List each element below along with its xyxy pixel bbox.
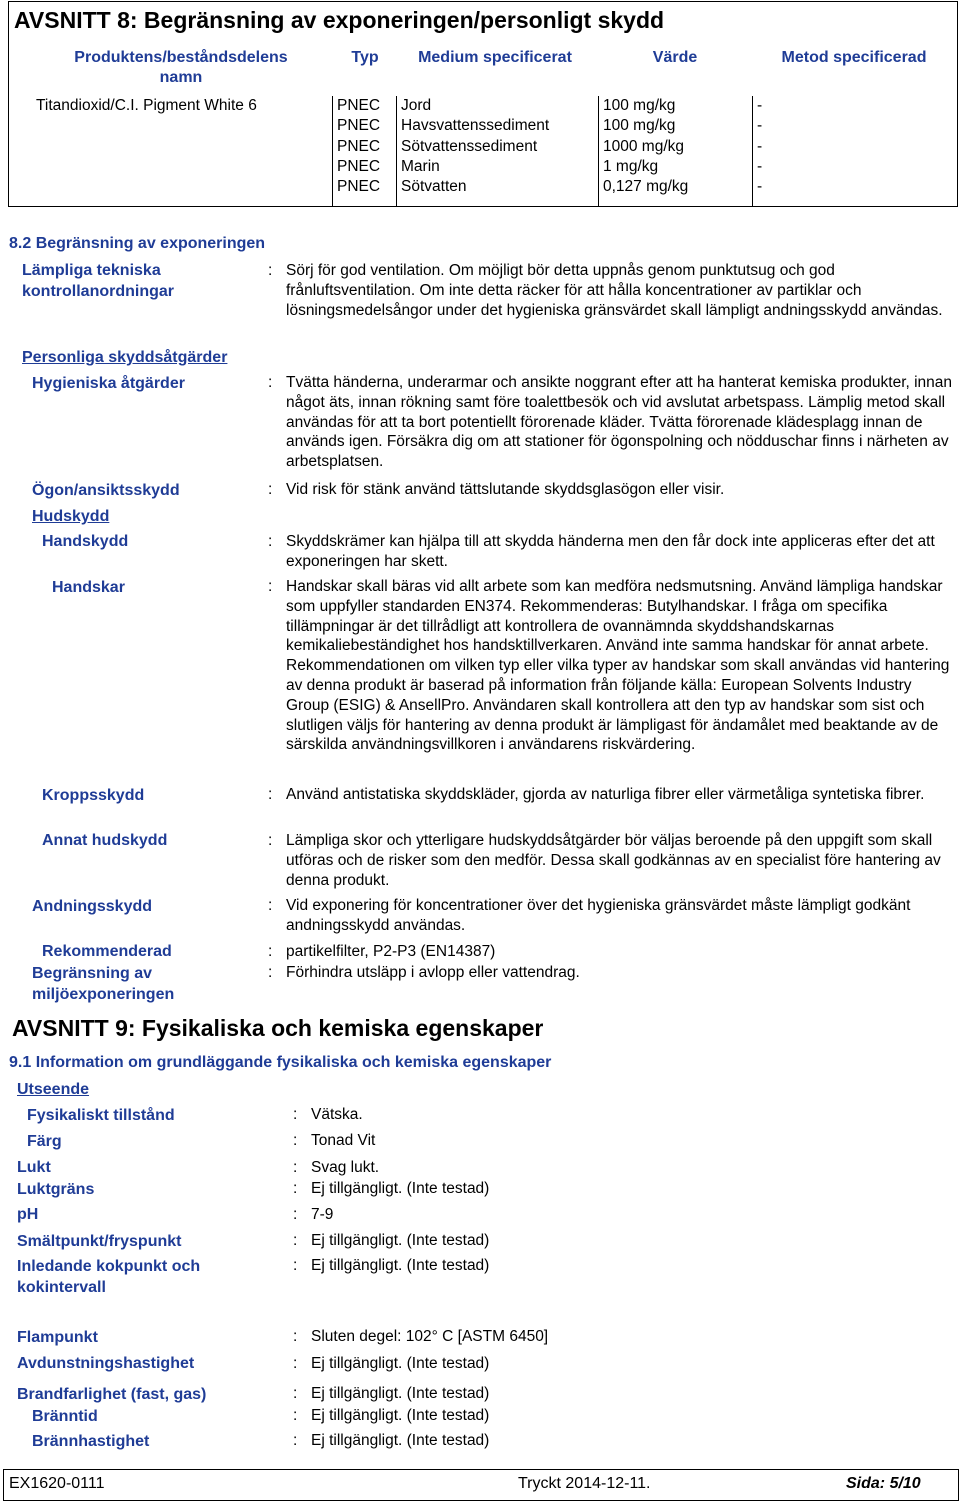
- header-method: Metod specificerad: [781, 49, 927, 66]
- respiratory-label: Andningsskydd: [32, 898, 153, 915]
- colon: :: [268, 374, 273, 391]
- row-medium: Havsvattenssediment: [401, 117, 550, 134]
- row-value: 0,127 mg/kg: [603, 178, 689, 195]
- property-value: Sluten degel: 102° C [ASTM 6450]: [311, 1328, 549, 1345]
- table-divider: [332, 96, 333, 206]
- property-value: Ej tillgängligt. (Inte testad): [311, 1257, 490, 1274]
- environment-label: Begränsning av miljöexponeringen: [32, 965, 175, 1003]
- property-value: 7-9: [311, 1206, 334, 1223]
- colon: :: [293, 1232, 298, 1249]
- colon: :: [293, 1257, 298, 1274]
- colon: :: [293, 1355, 298, 1372]
- section9-1-heading: 9.1 Information om grundläggande fysikaliska och kemiska egenskaper: [9, 1054, 552, 1071]
- row-type: PNEC: [337, 97, 381, 114]
- header-type: Typ: [351, 49, 379, 66]
- property-label: Flampunkt: [17, 1329, 98, 1346]
- row-value: 100 mg/kg: [603, 117, 676, 134]
- property-label: Smältpunkt/fryspunkt: [17, 1233, 182, 1250]
- colon: :: [293, 1106, 298, 1123]
- colon: :: [268, 481, 273, 498]
- appearance-heading: Utseende: [17, 1081, 90, 1098]
- gloves-label: Handskar: [52, 579, 125, 596]
- body-text: Använd antistatiska skyddskläder, gjorda av naturliga fibrer eller värmetåliga syntetiska fibrer.: [286, 786, 925, 803]
- row-method: -: [757, 117, 763, 134]
- row-medium: Jord: [401, 97, 432, 114]
- row-medium: Marin: [401, 158, 440, 175]
- table-divider: [598, 96, 599, 206]
- property-value: Ej tillgängligt. (Inte testad): [311, 1232, 490, 1249]
- footer: [3, 1469, 959, 1501]
- property-label: Luktgräns: [17, 1181, 95, 1198]
- row-value: 1 mg/kg: [603, 158, 659, 175]
- skin-protection-heading: Hudskydd: [32, 508, 110, 525]
- property-label: Bränntid: [32, 1408, 98, 1425]
- colon: :: [268, 786, 273, 803]
- colon: :: [268, 578, 273, 595]
- property-label: Inledande kokpunkt och kokintervall: [17, 1258, 201, 1296]
- property-label: Lukt: [17, 1159, 51, 1176]
- component-name: Titandioxid/C.I. Pigment White 6: [36, 97, 257, 114]
- colon: :: [293, 1180, 298, 1197]
- property-label: Brandfarlighet (fast, gas): [17, 1386, 207, 1403]
- recommended-label: Rekommenderad: [42, 943, 172, 960]
- technical-label: Lämpliga tekniska kontrollanordningar: [22, 262, 174, 300]
- section8-title: AVSNITT 8: Begränsning av exponeringen/personligt skydd: [14, 7, 665, 33]
- property-label: Avdunstningshastighet: [17, 1355, 195, 1372]
- table-divider: [752, 96, 753, 206]
- row-method: -: [757, 97, 763, 114]
- gloves-text: Handskar skall bäras vid allt arbete som kan medföra nedsmutsning. Använd lämpliga handskar som uppfyller standarden EN374. Rekommenderas: Butylhandskar. I fråga om specifika tillämpningar är det tillrådligt att kontrollera de ovannämnda skyddshandskarnas kemikaliebeständighet hos handsktillverkaren. Använd inte samma handskar för annat arbete. Rekommendationen om vilken typ eller vilka typer av handskar som skall användas vid hantering av denna produkt är baserad på information från följande källa: European Solvents Industry Group (ESIG) & AnsellPro. Användaren skall kontrollera att den typ av handskar som sist och slutligen väljs för hantering av denna produkt är lämpligast för ändamålet med beaktande av de särskilda användningsvillkoren i användarens riskvärdering.: [286, 578, 950, 754]
- property-label: Färg: [27, 1133, 62, 1150]
- respiratory-text: Vid exponering för koncentrationer över det hygieniska gränsvärdet måste lämpligt godkänt andningsskydd användas.: [286, 897, 911, 934]
- colon: :: [293, 1159, 298, 1176]
- row-value: 100 mg/kg: [603, 97, 676, 114]
- row-method: -: [757, 158, 763, 175]
- section9-title: AVSNITT 9: Fysikaliska och kemiska egenskaper: [12, 1015, 544, 1041]
- personal-protection-heading: Personliga skyddsåtgärder: [22, 349, 228, 366]
- colon: :: [268, 262, 273, 279]
- property-label: Brännhastighet: [32, 1433, 150, 1450]
- header-value: Värde: [652, 49, 698, 66]
- hand-text: Skyddskrämer kan hjälpa till att skydda händerna men den får dock inte appliceras efter det att exponeringen har skett.: [286, 533, 935, 570]
- colon: :: [293, 1206, 298, 1223]
- body-label: Kroppsskydd: [42, 787, 145, 804]
- page-number: Sida: 5/10: [846, 1475, 921, 1492]
- colon: :: [293, 1328, 298, 1345]
- colon: :: [268, 964, 273, 981]
- technical-text: Sörj för god ventilation. Om möjligt bör detta uppnås genom punktutsug och god frånluftsventilation. Om inte detta räcker för att hålla koncentrationer av partiklar och lösningsmedelsångor under det hygieniska gränsvärdet skall lämpligt andningsskydd användas.: [286, 262, 943, 319]
- colon: :: [268, 897, 273, 914]
- table-divider: [396, 96, 397, 206]
- property-value: Ej tillgängligt. (Inte testad): [311, 1407, 490, 1424]
- property-value: Ej tillgängligt. (Inte testad): [311, 1432, 490, 1449]
- other-skin-label: Annat hudskydd: [42, 832, 168, 849]
- other-skin-text: Lämpliga skor och ytterligare hudskyddsåtgärder bör väljas beroende på den uppgift som skall utföras och de risker som den medför. Dessa skall godkännas av en specialist före hantering av denna produkt.: [286, 832, 941, 889]
- row-type: PNEC: [337, 117, 381, 134]
- colon: :: [268, 832, 273, 849]
- colon: :: [293, 1432, 298, 1449]
- property-value: Vätska.: [311, 1106, 363, 1123]
- header-medium: Medium specificerat: [418, 49, 572, 66]
- document-id: EX1620-0111: [9, 1475, 105, 1492]
- eye-label: Ögon/ansiktsskydd: [32, 482, 180, 499]
- colon: :: [268, 533, 273, 550]
- hygiene-text: Tvätta händerna, underarmar och ansikte noggrant efter att ha hanterat kemiska produkter, innan något äts, innan rökning samt före toalettbesök och vid avslutat arbetspass. Lämplig metod skall användas för att ta bort potentiellt förorenade kläder. Tvätta förorenade klädesplagg innan de används igen. Försäkra dig om att stationer för ögonspolning och nödduschar finns i närheten av arbetsplatsen.: [286, 374, 953, 471]
- row-type: PNEC: [337, 178, 381, 195]
- print-date: Tryckt 2014-12-11.: [518, 1475, 651, 1492]
- hygiene-label: Hygieniska åtgärder: [32, 375, 185, 392]
- colon: :: [293, 1407, 298, 1424]
- row-medium: Sötvattenssediment: [401, 138, 538, 155]
- colon: :: [293, 1385, 298, 1402]
- property-value: Ej tillgängligt. (Inte testad): [311, 1385, 490, 1402]
- row-value: 1000 mg/kg: [603, 138, 684, 155]
- row-type: PNEC: [337, 138, 381, 155]
- property-label: Fysikaliskt tillstånd: [27, 1107, 175, 1124]
- property-value: Tonad Vit: [311, 1132, 376, 1149]
- property-label: pH: [17, 1206, 39, 1223]
- row-medium: Sötvatten: [401, 178, 467, 195]
- row-type: PNEC: [337, 158, 381, 175]
- property-value: Ej tillgängligt. (Inte testad): [311, 1180, 490, 1197]
- section8-2-heading: 8.2 Begränsning av exponeringen: [9, 235, 266, 252]
- recommended-text: partikelfilter, P2-P3 (EN14387): [286, 943, 496, 960]
- header-component: Produktens/beståndsdelens namn: [74, 49, 288, 86]
- environment-text: Förhindra utsläpp i avlopp eller vattendrag.: [286, 964, 580, 981]
- hand-label: Handskydd: [42, 533, 129, 550]
- eye-text: Vid risk för stänk använd tättslutande skyddsglasögon eller visir.: [286, 481, 725, 498]
- property-value: Svag lukt.: [311, 1159, 380, 1176]
- colon: :: [293, 1132, 298, 1149]
- row-method: -: [757, 138, 763, 155]
- row-method: -: [757, 178, 763, 195]
- property-value: Ej tillgängligt. (Inte testad): [311, 1355, 490, 1372]
- colon: :: [268, 943, 273, 960]
